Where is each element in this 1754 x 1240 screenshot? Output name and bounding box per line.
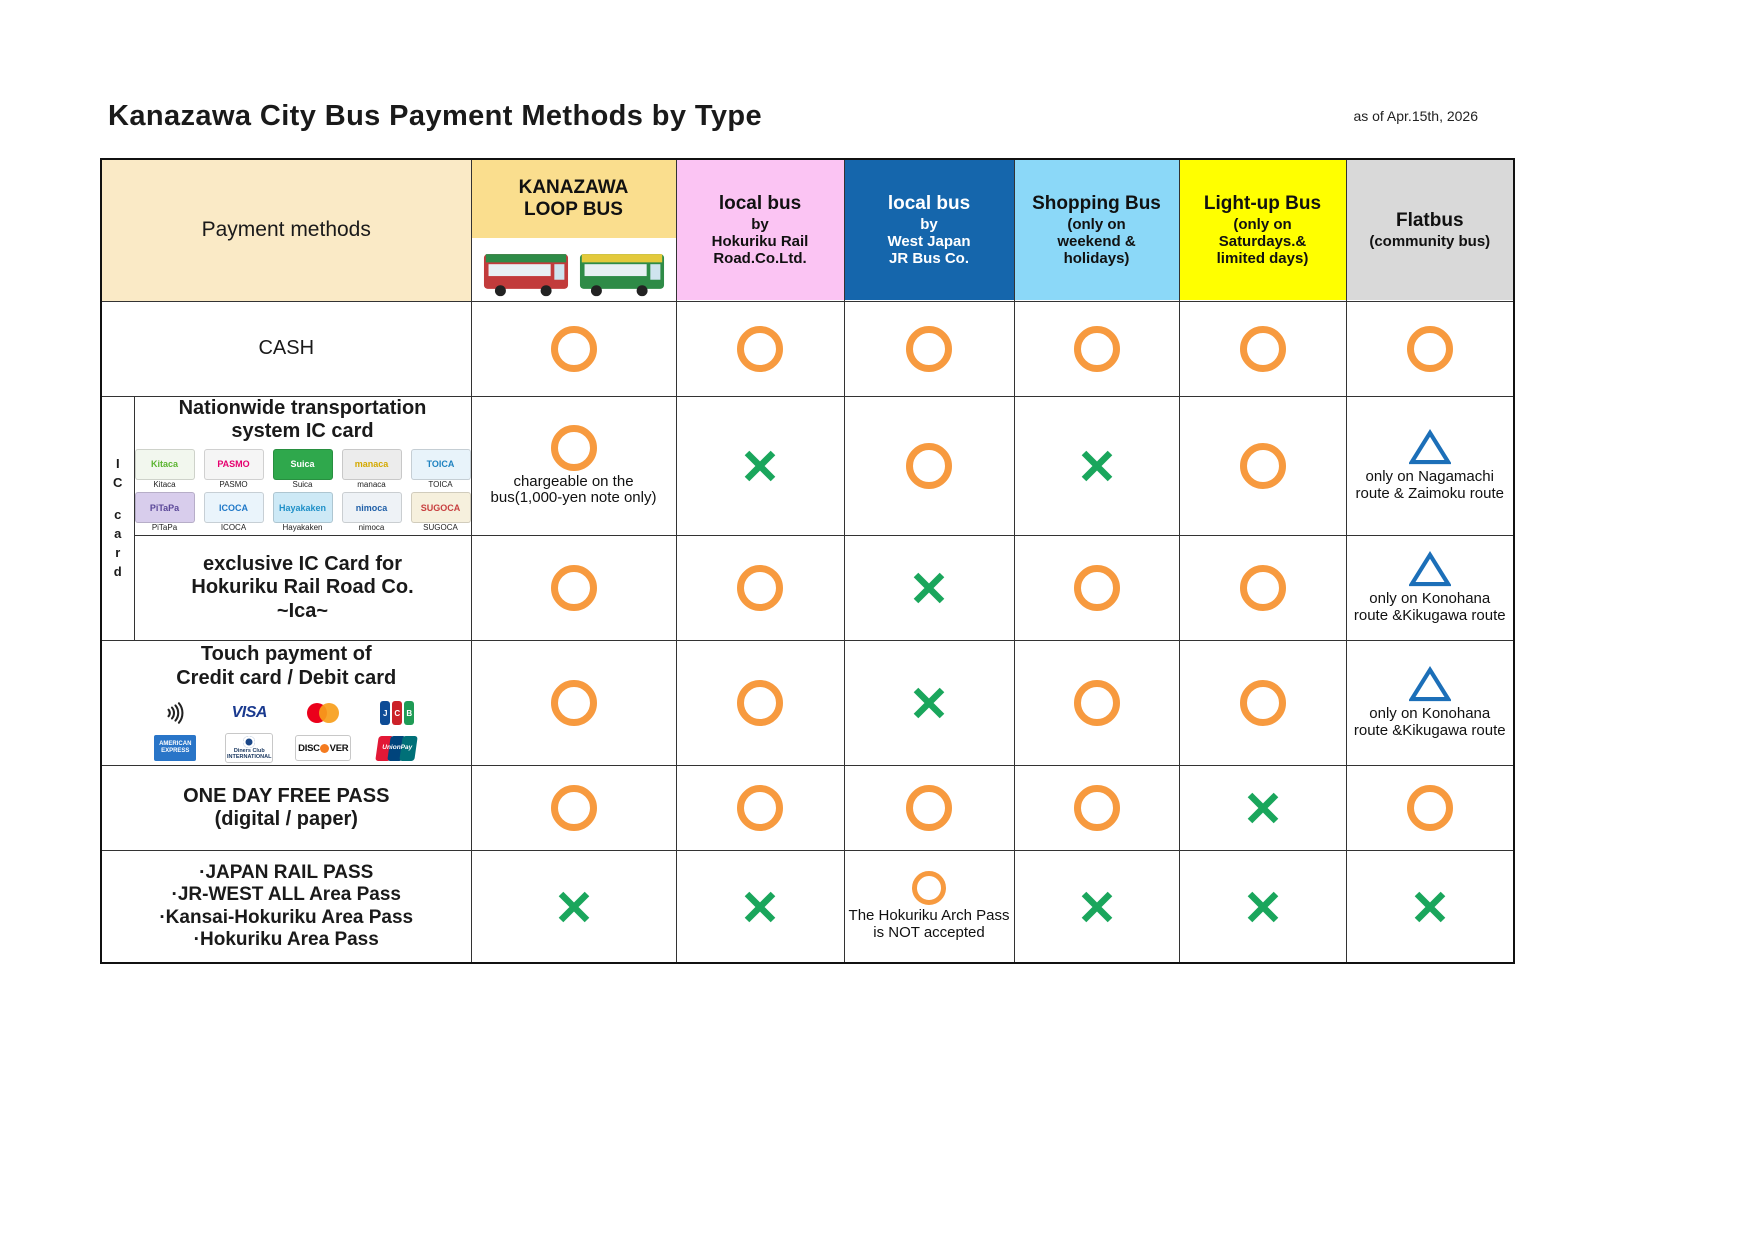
ic-card-manaca-icon: manaca manaca <box>342 449 402 490</box>
cell-rail-passes-local-bus-hokuriku <box>676 851 844 963</box>
cell-cash-local-bus-jr-west <box>844 301 1014 396</box>
cell-nationwide-ic-card-light-up-bus <box>1179 396 1346 536</box>
column-subtitle: by West Japan JR Bus Co. <box>887 215 971 268</box>
circle-mark <box>551 425 597 471</box>
circle-icon <box>906 785 952 831</box>
circle-icon <box>737 680 783 726</box>
loop-bus-red-photo <box>480 245 572 298</box>
cell-ica-card-flatbus <box>1346 536 1514 641</box>
cell-cash-kanazawa-loop-bus <box>471 301 676 396</box>
circle-mark <box>1074 565 1120 611</box>
cell-note: only on Konohana route &Kikugawa route <box>1353 705 1506 740</box>
cell-one-day-free-pass-light-up-bus <box>1179 766 1346 851</box>
table-row-cash <box>101 301 1514 396</box>
cell-ica-card-shopping-bus <box>1014 536 1179 641</box>
table-row-nationwide-ic-card <box>101 396 1514 536</box>
cell-touch-payment-light-up-bus <box>1179 641 1346 766</box>
cell-touch-payment-local-bus-hokuriku <box>676 641 844 766</box>
ic-card-kitaca-icon: Kitaca Kitaca <box>135 449 195 490</box>
ic-card-toica-icon: TOICA TOICA <box>411 449 471 490</box>
cell-rail-passes-local-bus-jr-west <box>844 851 1014 963</box>
column-header-shopping-bus <box>1014 159 1179 301</box>
triangle-mark <box>1409 551 1451 588</box>
circle-icon <box>1240 565 1286 611</box>
circle-mark <box>551 785 597 831</box>
cross-mark <box>1077 446 1117 486</box>
cross-mark <box>1410 887 1450 927</box>
circle-mark <box>737 326 783 372</box>
column-subtitle: by Hokuriku Rail Road.Co.Ltd. <box>711 215 809 268</box>
page-title: Kanazawa City Bus Payment Methods by Type <box>108 100 763 132</box>
cell-ica-card-local-bus-hokuriku <box>676 536 844 641</box>
circle-icon <box>906 443 952 489</box>
circle-mark <box>551 326 597 372</box>
jcb-icon: J C B <box>364 698 430 728</box>
cross-mark <box>554 887 594 927</box>
circle-icon <box>551 326 597 372</box>
circle-icon <box>551 425 597 471</box>
column-header-flatbus <box>1346 159 1514 301</box>
circle-icon <box>1074 680 1120 726</box>
ic-card-suica-icon: Suica Suica <box>273 449 333 490</box>
american-express-icon: AMERICAN EXPRESS <box>142 733 208 763</box>
row-label-cash: CASH <box>101 301 471 396</box>
loop-bus-photos <box>472 238 676 300</box>
mastercard-icon <box>290 698 356 728</box>
circle-icon <box>1407 785 1453 831</box>
column-header-local-bus-hokuriku <box>676 159 844 301</box>
circle-icon <box>1240 443 1286 489</box>
column-title: local bus <box>887 192 971 214</box>
column-title: Shopping Bus <box>1032 192 1161 214</box>
table-row-touch-payment <box>101 641 1514 766</box>
contactless-icon <box>142 698 208 728</box>
circle-mark <box>1074 326 1120 372</box>
cell-note: chargeable on the bus(1,000-yen note only) <box>490 472 657 507</box>
circle-mark <box>1407 785 1453 831</box>
circle-mark <box>1240 326 1286 372</box>
circle-icon <box>1240 326 1286 372</box>
cell-cash-local-bus-hokuriku <box>676 301 844 396</box>
cell-note: only on Nagamachi route & Zaimoku route <box>1355 468 1504 502</box>
cell-nationwide-ic-card-local-bus-hokuriku <box>676 396 844 536</box>
cell-touch-payment-local-bus-jr-west <box>844 641 1014 766</box>
circle-mark <box>551 680 597 726</box>
ic-card-hayakaken-icon: Hayakaken Hayakaken <box>273 492 333 533</box>
ic-card-nimoca-icon: nimoca nimoca <box>342 492 402 533</box>
table-row-ica-card <box>101 536 1514 641</box>
circle-mark <box>1407 326 1453 372</box>
column-title: local bus <box>718 192 802 214</box>
loop-bus-green-photo <box>576 245 668 298</box>
circle-icon <box>737 785 783 831</box>
cell-touch-payment-flatbus <box>1346 641 1514 766</box>
circle-mark <box>1240 443 1286 489</box>
cell-ica-card-light-up-bus <box>1179 536 1346 641</box>
circle-mark <box>906 785 952 831</box>
card-brand-logos <box>102 698 471 763</box>
cross-mark <box>740 887 780 927</box>
discover-icon: DISC VER <box>290 733 356 763</box>
cell-cash-flatbus <box>1346 301 1514 396</box>
ic-card-pasmo-icon: PASMO PASMO <box>204 449 264 490</box>
cell-rail-passes-flatbus <box>1346 851 1514 963</box>
cross-mark <box>1077 887 1117 927</box>
column-header-local-bus-jr-west <box>844 159 1014 301</box>
column-subtitle: (only on weekend & holidays) <box>1057 215 1136 268</box>
cell-touch-payment-shopping-bus <box>1014 641 1179 766</box>
cell-one-day-free-pass-local-bus-hokuriku <box>676 766 844 851</box>
circle-icon <box>1240 680 1286 726</box>
column-header-kanazawa-loop-bus <box>471 159 676 301</box>
payment-methods-header: Payment methods <box>101 159 471 301</box>
circle-mark <box>737 565 783 611</box>
ic-card-icoca-icon: ICOCA ICOCA <box>204 492 264 533</box>
column-title: KANAZAWA LOOP BUS <box>518 177 629 220</box>
row-label-touch-payment: Touch payment of Credit card / Debit card VISA J C B AMERICAN EXPRESS Diners Club INTERNATIONAL DISC VER UnionPay <box>101 641 471 766</box>
circle-icon <box>1074 326 1120 372</box>
cell-one-day-free-pass-local-bus-jr-west <box>844 766 1014 851</box>
row-label-ica-card: exclusive IC Card for Hokuriku Rail Road Co. ~Ica~ <box>134 536 471 641</box>
circle-icon <box>737 326 783 372</box>
circle-mark <box>737 680 783 726</box>
cell-one-day-free-pass-kanazawa-loop-bus <box>471 766 676 851</box>
cell-one-day-free-pass-shopping-bus <box>1014 766 1179 851</box>
cell-rail-passes-kanazawa-loop-bus <box>471 851 676 963</box>
circle-mark <box>1240 565 1286 611</box>
row-label-one-day-free-pass: ONE DAY FREE PASS (digital / paper) <box>101 766 471 851</box>
circle-icon <box>1074 565 1120 611</box>
cell-note: only on Konohana route &Kikugawa route <box>1353 590 1506 625</box>
circle-mark <box>1074 785 1120 831</box>
cell-nationwide-ic-card-shopping-bus <box>1014 396 1179 536</box>
column-subtitle: (only on Saturdays.& limited days) <box>1216 215 1309 268</box>
cross-mark <box>909 568 949 608</box>
cell-cash-light-up-bus <box>1179 301 1346 396</box>
date-note: as of Apr.15th, 2026 <box>1353 108 1478 124</box>
row-label-rail-passes: ·JAPAN RAIL PASS ·JR-WEST ALL Area Pass ·Kansai-Hokuriku Area Pass ·Hokuriku Area Pass <box>101 851 471 963</box>
payment-table <box>100 158 1515 964</box>
column-header-light-up-bus <box>1179 159 1346 301</box>
circle-icon <box>737 565 783 611</box>
circle-icon <box>1407 326 1453 372</box>
cell-touch-payment-kanazawa-loop-bus <box>471 641 676 766</box>
unionpay-icon: UnionPay <box>364 733 430 763</box>
visa-icon: VISA <box>231 704 267 722</box>
triangle-mark <box>1409 429 1451 466</box>
cell-one-day-free-pass-flatbus <box>1346 766 1514 851</box>
cell-ica-card-local-bus-jr-west <box>844 536 1014 641</box>
ic-card-logos <box>135 449 471 534</box>
circle-mark <box>1240 680 1286 726</box>
circle-icon <box>1074 785 1120 831</box>
cell-nationwide-ic-card-flatbus <box>1346 396 1514 536</box>
ic-card-pitapa-icon: PiTaPa PiTaPa <box>135 492 195 533</box>
column-title: Light-up Bus <box>1203 192 1322 214</box>
column-title: Flatbus <box>1395 209 1464 231</box>
cell-nationwide-ic-card-kanazawa-loop-bus <box>471 396 676 536</box>
circle-mark <box>551 565 597 611</box>
circle-icon <box>551 785 597 831</box>
cell-nationwide-ic-card-local-bus-jr-west <box>844 396 1014 536</box>
triangle-mark <box>1409 666 1451 703</box>
table-row-rail-passes <box>101 851 1514 963</box>
circle-mark <box>912 871 946 905</box>
cross-mark <box>1243 887 1283 927</box>
circle-mark <box>1074 680 1120 726</box>
cross-mark <box>1243 788 1283 828</box>
diners-club-icon: Diners Club INTERNATIONAL <box>216 733 282 763</box>
circle-icon <box>551 680 597 726</box>
cell-rail-passes-shopping-bus <box>1014 851 1179 963</box>
circle-icon <box>551 565 597 611</box>
ic-card-sugoca-icon: SUGOCA SUGOCA <box>411 492 471 533</box>
cell-cash-shopping-bus <box>1014 301 1179 396</box>
cross-mark <box>909 683 949 723</box>
ic-card-group-label: I C c a r d <box>101 396 134 641</box>
table-row-one-day-free-pass <box>101 766 1514 851</box>
circle-icon <box>912 871 946 905</box>
column-subtitle: (community bus) <box>1369 232 1491 250</box>
cell-rail-passes-light-up-bus <box>1179 851 1346 963</box>
circle-icon <box>906 326 952 372</box>
cross-mark <box>740 446 780 486</box>
circle-mark <box>906 443 952 489</box>
cell-note: The Hokuriku Arch Pass is NOT accepted <box>848 907 1010 942</box>
row-label-nationwide-ic-card: Nationwide transportation system IC card Kitaca Kitaca PASMO PASMO Suica Suica manaca manaca TOICA TOICA PiTaPa PiTaPa ICOCA ICOCA Hayakaken Hayakaken nimoca nimoca SUGOCA SUGOCA <box>134 396 471 536</box>
circle-mark <box>737 785 783 831</box>
cell-ica-card-kanazawa-loop-bus <box>471 536 676 641</box>
circle-mark <box>906 326 952 372</box>
